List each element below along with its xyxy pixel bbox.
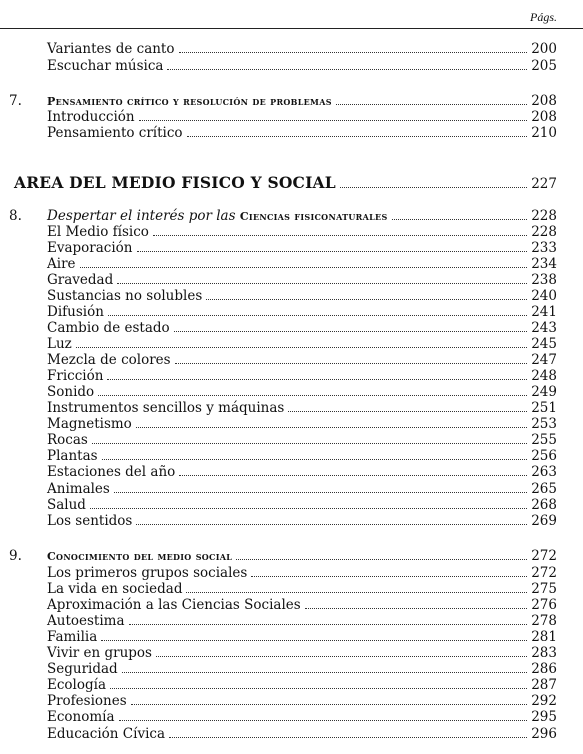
toc-entry-label: La vida en sociedad xyxy=(47,581,183,597)
leader-dots xyxy=(139,109,528,121)
toc-entry xyxy=(0,432,583,448)
toc-entry xyxy=(0,256,583,272)
toc-entry-label: El Medio físico xyxy=(47,224,149,240)
leader-dots xyxy=(137,240,528,252)
toc-entry-label: Autoestima xyxy=(47,613,125,629)
toc-chapter xyxy=(0,548,583,564)
toc-entry-page: 240 xyxy=(531,288,557,304)
chapter-title-prefix: Despertar el interés por las xyxy=(47,208,240,224)
leader-dots xyxy=(156,645,527,657)
toc-entry-label: Gravedad xyxy=(47,272,114,288)
toc-entry-label: Sustancias no solubles xyxy=(47,288,203,304)
leader-dots xyxy=(80,256,528,268)
toc-entry-page: 265 xyxy=(531,481,557,497)
leader-dots xyxy=(98,384,527,396)
toc-entry xyxy=(0,400,583,416)
toc-entry xyxy=(0,661,583,677)
toc-entry xyxy=(0,448,583,464)
toc-entry-label: Luz xyxy=(47,336,72,352)
leader-dots xyxy=(136,416,527,428)
chapter-number: 7. xyxy=(9,93,22,109)
toc-entry-page: 228 xyxy=(531,208,557,224)
toc-entry-page: 268 xyxy=(531,497,557,513)
toc-entry-page: 272 xyxy=(531,565,557,581)
toc-entry-page: 272 xyxy=(531,548,557,564)
toc-entry-label: Magnetismo xyxy=(47,416,132,432)
toc-entry-label: Aproximación a las Ciencias Sociales xyxy=(47,597,301,613)
toc-entry-label: Los sentidos xyxy=(47,513,133,529)
toc-entry xyxy=(0,726,583,742)
leader-dots xyxy=(167,58,527,70)
toc-entry-label: Aire xyxy=(47,256,76,272)
leader-dots xyxy=(179,41,528,53)
toc-entry-page: 253 xyxy=(531,416,557,432)
chapter-number: 8. xyxy=(9,208,22,224)
toc-entry-page: 205 xyxy=(531,58,557,74)
leader-dots xyxy=(131,693,528,705)
toc-entry-page: 208 xyxy=(531,93,557,109)
toc-entry-label: Los primeros grupos sociales xyxy=(47,565,248,581)
toc-entry-page: 276 xyxy=(531,597,557,613)
toc-entry xyxy=(0,597,583,613)
leader-dots xyxy=(92,432,527,444)
toc-area-heading xyxy=(0,173,583,193)
toc-entry-label: Animales xyxy=(47,481,110,497)
toc-entry xyxy=(0,677,583,693)
toc-entry-label: Vivir en grupos xyxy=(47,645,152,661)
toc-entry-label: Seguridad xyxy=(47,661,118,677)
toc-entry-page: 245 xyxy=(531,336,557,352)
leader-dots xyxy=(110,677,527,689)
toc-entry xyxy=(0,581,583,597)
chapter-title xyxy=(47,208,388,225)
toc-entry xyxy=(0,240,583,256)
chapter-title: Conocimiento del medio social xyxy=(47,550,233,563)
toc-entry-label: Fricción xyxy=(47,368,104,384)
toc-entry xyxy=(0,464,583,480)
toc-entry xyxy=(0,384,583,400)
leader-dots xyxy=(107,368,527,380)
leader-dots xyxy=(119,709,528,721)
leader-dots xyxy=(108,304,527,316)
toc-entry-page: 228 xyxy=(531,224,557,240)
toc-entry xyxy=(0,481,583,497)
toc-entry-label: Escuchar música xyxy=(47,58,164,74)
toc-entry-page: 292 xyxy=(531,693,557,709)
chapter-number: 9. xyxy=(9,548,22,564)
toc-entry-page: 200 xyxy=(531,41,557,57)
toc-entry-page: 263 xyxy=(531,464,557,480)
toc-entry xyxy=(0,416,583,432)
leader-dots xyxy=(206,288,527,300)
toc-entry-page: 249 xyxy=(531,384,557,400)
leader-dots xyxy=(305,597,528,609)
toc-entry xyxy=(0,709,583,725)
pages-column-header: Págs. xyxy=(530,10,557,24)
toc-entry-page: 281 xyxy=(531,629,557,645)
toc-entry-page: 227 xyxy=(531,176,557,192)
toc-entry-page: 256 xyxy=(531,448,557,464)
leader-dots xyxy=(114,481,527,493)
leader-dots xyxy=(340,173,527,188)
toc-entry-label: Familia xyxy=(47,629,98,645)
toc-entry-page: 295 xyxy=(531,709,557,725)
leader-dots xyxy=(101,629,527,641)
toc-entry-label: Cambio de estado xyxy=(47,320,170,336)
leader-dots xyxy=(136,513,527,525)
toc-entry xyxy=(0,288,583,304)
toc-entry-page: 296 xyxy=(531,726,557,742)
toc-entry-page: 278 xyxy=(531,613,557,629)
toc-entry-label: Instrumentos sencillos y máquinas xyxy=(47,400,285,416)
toc-entry-label: Pensamiento crítico xyxy=(47,125,183,141)
toc-entry xyxy=(0,109,583,125)
leader-dots xyxy=(175,352,528,364)
chapter-title-main: Ciencias fisiconaturales xyxy=(239,210,388,223)
toc-entry-page: 210 xyxy=(531,125,557,141)
toc-chapter xyxy=(0,93,583,109)
toc-entry-page: 233 xyxy=(531,240,557,256)
toc-entry-page: 248 xyxy=(531,368,557,384)
toc-entry-page: 241 xyxy=(531,304,557,320)
leader-dots xyxy=(186,581,527,593)
toc-entry-label: Economía xyxy=(47,709,115,725)
toc-entry-page: 251 xyxy=(531,400,557,416)
toc-entry-page: 275 xyxy=(531,581,557,597)
leader-dots xyxy=(187,125,528,137)
toc-entry xyxy=(0,320,583,336)
leader-dots xyxy=(288,400,527,412)
toc-entry-page: 243 xyxy=(531,320,557,336)
toc-entry-label: Variantes de canto xyxy=(47,41,175,57)
leader-dots xyxy=(169,726,527,738)
toc-entry-label: Introducción xyxy=(47,109,135,125)
toc-entry xyxy=(0,565,583,581)
toc-entry xyxy=(0,645,583,661)
toc-entry-label: Educación Cívica xyxy=(47,726,165,742)
header-rule xyxy=(0,28,583,29)
leader-dots xyxy=(153,224,527,236)
toc-entry-page: 234 xyxy=(531,256,557,272)
toc-entry-label: Difusión xyxy=(47,304,104,320)
leader-dots xyxy=(251,565,527,577)
toc-entry-label: Estaciones del año xyxy=(47,464,176,480)
toc-entry-page: 286 xyxy=(531,661,557,677)
toc-entry xyxy=(0,304,583,320)
toc-entry-page: 208 xyxy=(531,109,557,125)
area-title: AREA DEL MEDIO FISICO Y SOCIAL xyxy=(14,173,336,192)
toc-entry xyxy=(0,272,583,288)
toc-entry-label: Profesiones xyxy=(47,693,127,709)
leader-dots xyxy=(179,464,527,476)
toc-entry xyxy=(0,693,583,709)
leader-dots xyxy=(129,613,528,625)
toc-entry-label: Ecología xyxy=(47,677,106,693)
toc-entry-label: Plantas xyxy=(47,448,98,464)
toc-entry-page: 283 xyxy=(531,645,557,661)
chapter-title: Pensamiento crítico y resolución de problemas xyxy=(47,95,332,108)
toc-entry xyxy=(0,125,583,141)
toc-entry xyxy=(0,613,583,629)
toc-entry-label: Mezcla de colores xyxy=(47,352,171,368)
toc-entry-label: Rocas xyxy=(47,432,88,448)
toc-entry-page: 255 xyxy=(531,432,557,448)
leader-dots xyxy=(336,93,527,105)
toc-entry-page: 247 xyxy=(531,352,557,368)
toc-entry-label: Salud xyxy=(47,497,86,513)
leader-dots xyxy=(236,548,527,560)
toc-entry xyxy=(0,497,583,513)
toc-entry-page: 269 xyxy=(531,513,557,529)
leader-dots xyxy=(90,497,527,509)
leader-dots xyxy=(102,448,528,460)
leader-dots xyxy=(392,208,528,220)
toc-entry xyxy=(0,352,583,368)
toc-entry-page: 287 xyxy=(531,677,557,693)
toc-entry xyxy=(0,58,583,74)
toc-entry-label: Evaporación xyxy=(47,240,133,256)
toc-entry xyxy=(0,368,583,384)
leader-dots xyxy=(122,661,528,673)
toc-entry xyxy=(0,224,583,240)
leader-dots xyxy=(174,320,528,332)
toc-chapter xyxy=(0,208,583,224)
toc-entry xyxy=(0,513,583,529)
toc-entry xyxy=(0,629,583,645)
toc-entry-page: 238 xyxy=(531,272,557,288)
toc-entry-label: Sonido xyxy=(47,384,95,400)
toc-entry xyxy=(0,41,583,57)
leader-dots xyxy=(76,336,527,348)
toc-entry xyxy=(0,336,583,352)
leader-dots xyxy=(117,272,527,284)
